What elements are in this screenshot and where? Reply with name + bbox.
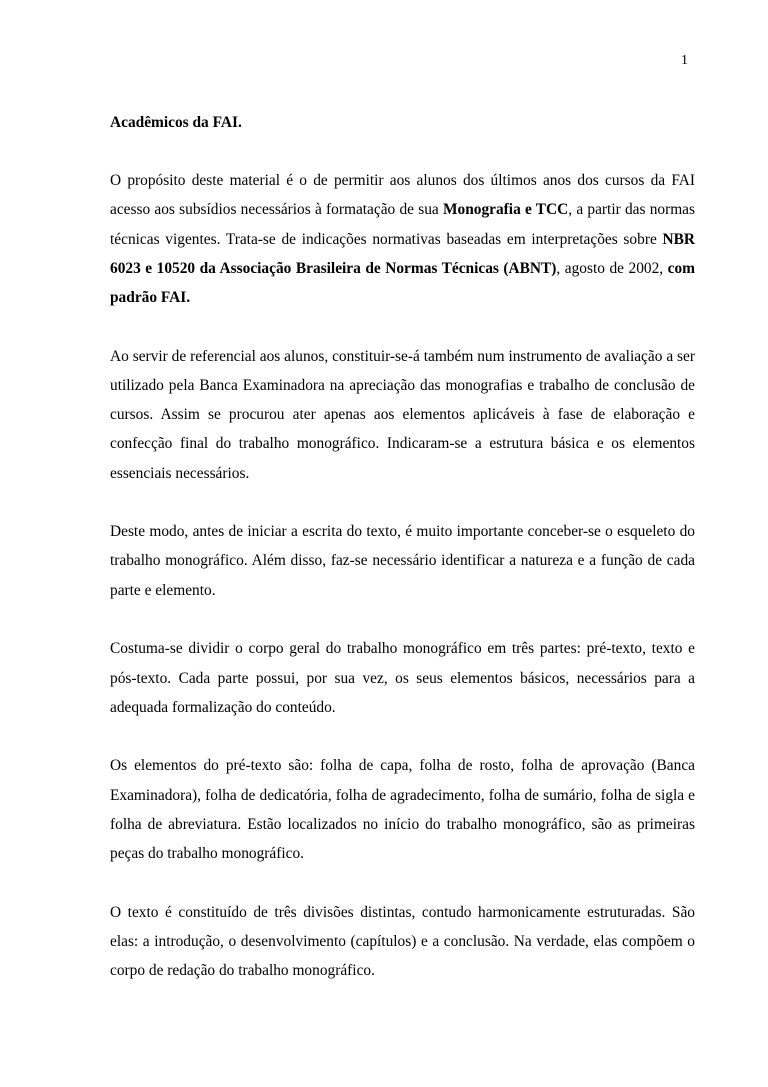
paragraph-pre-texto: Os elementos do pré-texto são: folha de capa, folha de rosto, folha de aprovação (Banca Examinadora), folha de dedicatória, folha de agradecimento, folha de sumário, folha de sigla e folha de abreviatura. Estão localizados no início do trabalho monográfico, são as primeiras peças do trabalho monográfico. (110, 757, 695, 863)
bold-term-padrao: com padrão FAI. (110, 259, 696, 307)
salutation-heading: Acadêmicos da FAI. (110, 114, 242, 131)
paragraph-purpose (110, 166, 695, 312)
paragraph-partes: Costuma-se dividir o corpo geral do trabalho monográfico em três partes: pré-texto, texto e pós-texto. Cada parte possui, por sua vez, os seus elementos básicos, necessários para a adequada formalização do conteúdo. (110, 640, 695, 716)
paragraph-text: , agosto de 2002, (556, 259, 668, 277)
paragraph-text: , a partir das normas técnicas vigentes. Trata-se de indicações normativas baseadas em interpretações sobre (110, 201, 695, 248)
page-number: 1 (681, 53, 688, 68)
paragraph-texto: O texto é constituído de três divisões distintas, contudo harmonicamente estruturadas. São elas: a introdução, o desenvolvimento (capítulos) e a conclusão. Na verdade, elas compõem o corpo de redação do trabalho monográfico. (110, 903, 695, 980)
paragraph-referencial: Ao servir de referencial aos alunos, constituir-se-á também num instrumento de avaliação a ser utilizado pela Banca Examinadora na apreciação das monografias e trabalho de conclusão de cursos. Assim se procurou ater apenas aos elementos aplicáveis à fase de elaboração e confecção final do trabalho monográfico. Indicaram-se a estrutura básica e os elementos essenciais necessários. (110, 347, 695, 482)
paragraph-text: O propósito deste material é o de permitir aos alunos dos últimos anos dos cursos da FAI acesso aos subsídios necessários à formatação de sua (110, 172, 695, 219)
bold-term-monografia: Monografia e TCC (442, 201, 569, 219)
document-body (110, 108, 695, 985)
paragraph-esqueleto: Deste modo, antes de iniciar a escrita do texto, é muito importante conceber-se o esqueleto do trabalho monográfico. Além disso, faz-se necessário identificar a natureza e a função de cada parte e elemento. (110, 523, 695, 599)
bold-term-nbr: NBR 6023 e 10520 da Associação Brasileira de Normas Técnicas (ABNT) (110, 230, 695, 277)
